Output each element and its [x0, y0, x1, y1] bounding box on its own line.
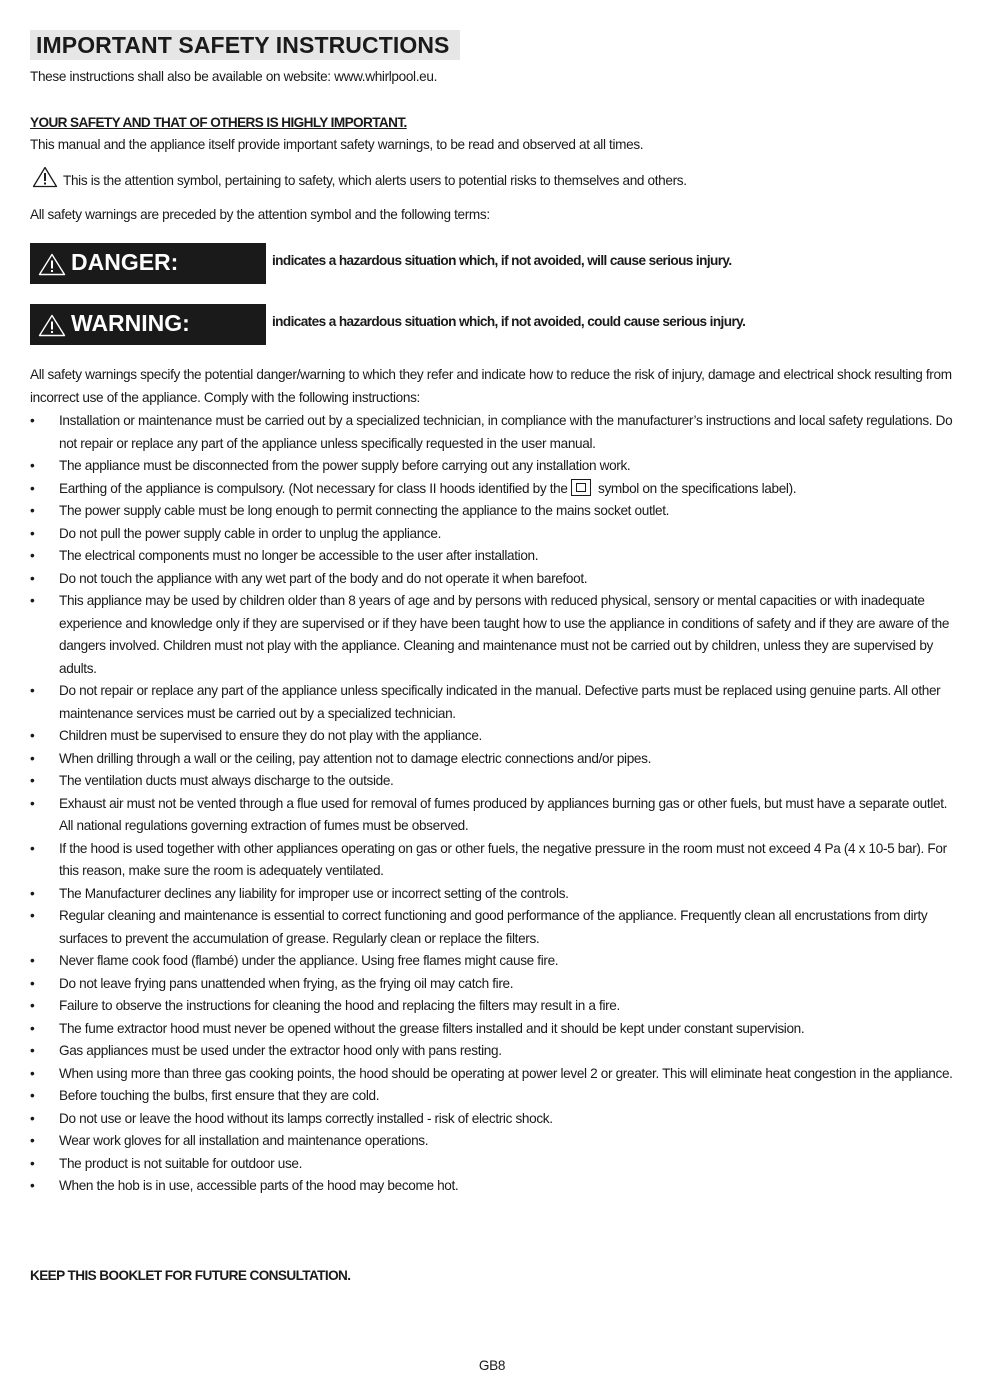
list-item: • When using more than three gas cooking points, the hood should be operating at power level 2 or greater. This will eliminate heat congestion in the appliance.	[30, 1065, 953, 1081]
attention-triangle-icon	[32, 166, 58, 188]
list-item: • The Manufacturer declines any liability for improper use or incorrect setting of the controls.	[30, 885, 569, 901]
safety-intro: All safety warnings specify the potential danger/warning to which they refer and indicate how to reduce the risk of injury, damage and electrical shock resulting from incorrect use of the appliance. Comply with the following instructions:	[30, 367, 952, 405]
list-item: • When the hob is in use, accessible parts of the hood may become hot.	[30, 1178, 459, 1193]
list-item: • Failure to observe the instructions for cleaning the hood and replacing the filters may result in a fire.	[30, 998, 620, 1013]
danger-label-box	[30, 243, 266, 284]
list-item: • Gas appliances must be used under the extractor hood only with pans resting.	[30, 1043, 502, 1058]
list-item: • Do not touch the appliance with any wet part of the body and do not operate it when barefoot.	[30, 570, 588, 586]
danger-label: DANGER:	[71, 249, 179, 275]
warning-label-box	[30, 304, 266, 345]
website-note: These instructions shall also be available on website: www.whirlpool.eu.	[30, 69, 438, 84]
class-ii-symbol-icon	[571, 479, 591, 496]
page-title: IMPORTANT SAFETY INSTRUCTIONS	[30, 30, 460, 60]
list-item: • This appliance may be used by children older than 8 years of age and by persons with reduced physical, sensory or mental capacities or with inadequate experience and knowledge only if they are supervised or if they have been taught how to use the appliance in conditions of safety and if they are aware of the dangers involved. Children must not play with the appliance. Cleaning and maintenance must not be carried out by children, unless they are supervised by adults.	[30, 593, 950, 676]
list-item: • Do not use or leave the hood without its lamps correctly installed - risk of electric shock.	[30, 1110, 553, 1126]
danger-triangle-icon	[38, 253, 66, 276]
list-item: • Before touching the bulbs, first ensure that they are cold.	[30, 1088, 380, 1103]
list-item: • If the hood is used together with other appliances operating on gas or other fuels, the negative pressure in the room must not exceed 4 Pa (4 x 10-5 bar). For this reason, make sure the room is adequately ventilated.	[30, 840, 947, 878]
list-item: • When drilling through a wall or the ceiling, pay attention not to damage electric connections and/or pipes.	[30, 750, 652, 766]
list-item: • Wear work gloves for all installation and maintenance operations.	[30, 1133, 429, 1148]
list-item: • The electrical components must no longer be accessible to the user after installation.	[30, 548, 539, 563]
list-item: • Never flame cook food (flambé) under the appliance. Using free flames might cause fire.	[30, 953, 559, 968]
danger-description: indicates a hazardous situation which, if not avoided, will cause serious injury.	[272, 253, 732, 268]
list-item: • The power supply cable must be long enough to permit connecting the appliance to the mains socket outlet.	[30, 503, 670, 518]
list-item: • Children must be supervised to ensure they do not play with the appliance.	[30, 728, 482, 743]
safety-subheading: YOUR SAFETY AND THAT OF OTHERS IS HIGHLY IMPORTANT.	[30, 115, 407, 130]
list-item: • Exhaust air must not be vented through a flue used for removal of fumes produced by appliances burning gas or other fuels, but must have a separate outlet. All national regulations governing extraction of fumes must be observed.	[30, 795, 948, 833]
warning-description: indicates a hazardous situation which, if not avoided, could cause serious injury.	[272, 314, 746, 329]
list-item: • The fume extractor hood must never be opened without the grease filters installed and it should be kept under constant supervision.	[30, 1020, 805, 1036]
page-number: GB8	[478, 1358, 506, 1373]
list-item: • Do not leave frying pans unattended when frying, as the frying oil may catch fire.	[30, 975, 514, 991]
list-item: • Do not repair or replace any part of the appliance unless specifically indicated in the manual. Defective parts must be replaced using genuine parts. All other maintenance services must be carried out by a specialized technician.	[30, 683, 941, 721]
list-item: • The ventilation ducts must always discharge to the outside.	[30, 773, 394, 788]
warning-triangle-icon	[38, 314, 66, 337]
preceded-note: All safety warnings are preceded by the attention symbol and the following terms:	[30, 207, 490, 222]
manual-note: This manual and the appliance itself provide important safety warnings, to be read and observed at all times.	[30, 137, 644, 152]
safety-rules-list	[30, 410, 958, 1198]
list-item: • The product is not suitable for outdoor use.	[30, 1155, 303, 1171]
list-item: • The appliance must be disconnected from the power supply before carrying out any installation work.	[30, 458, 631, 473]
list-item: • Installation or maintenance must be carried out by a specialized technician, in compliance with the manufacturer’s instructions and local safety regulations. Do not repair or replace any part of the appliance unless specifically requested in the user manual.	[30, 413, 953, 451]
list-item: • Do not pull the power supply cable in order to unplug the appliance.	[30, 525, 442, 541]
keep-booklet-note: KEEP THIS BOOKLET FOR FUTURE CONSULTATION.	[30, 1268, 351, 1283]
warning-label: WARNING:	[71, 310, 190, 336]
list-item: • Earthing of the appliance is compulsory. (Not necessary for class II hoods identified by the symbol on the specifications label).	[30, 480, 797, 496]
list-item: • Regular cleaning and maintenance is essential to correct functioning and good performance of the appliance. Frequently clean all encrustations from dirty surfaces to prevent the accumulation of grease. Regularly clean or replace the filters.	[30, 908, 928, 946]
attention-note: This is the attention symbol, pertaining to safety, which alerts users to potential risks to themselves and others.	[63, 173, 687, 188]
